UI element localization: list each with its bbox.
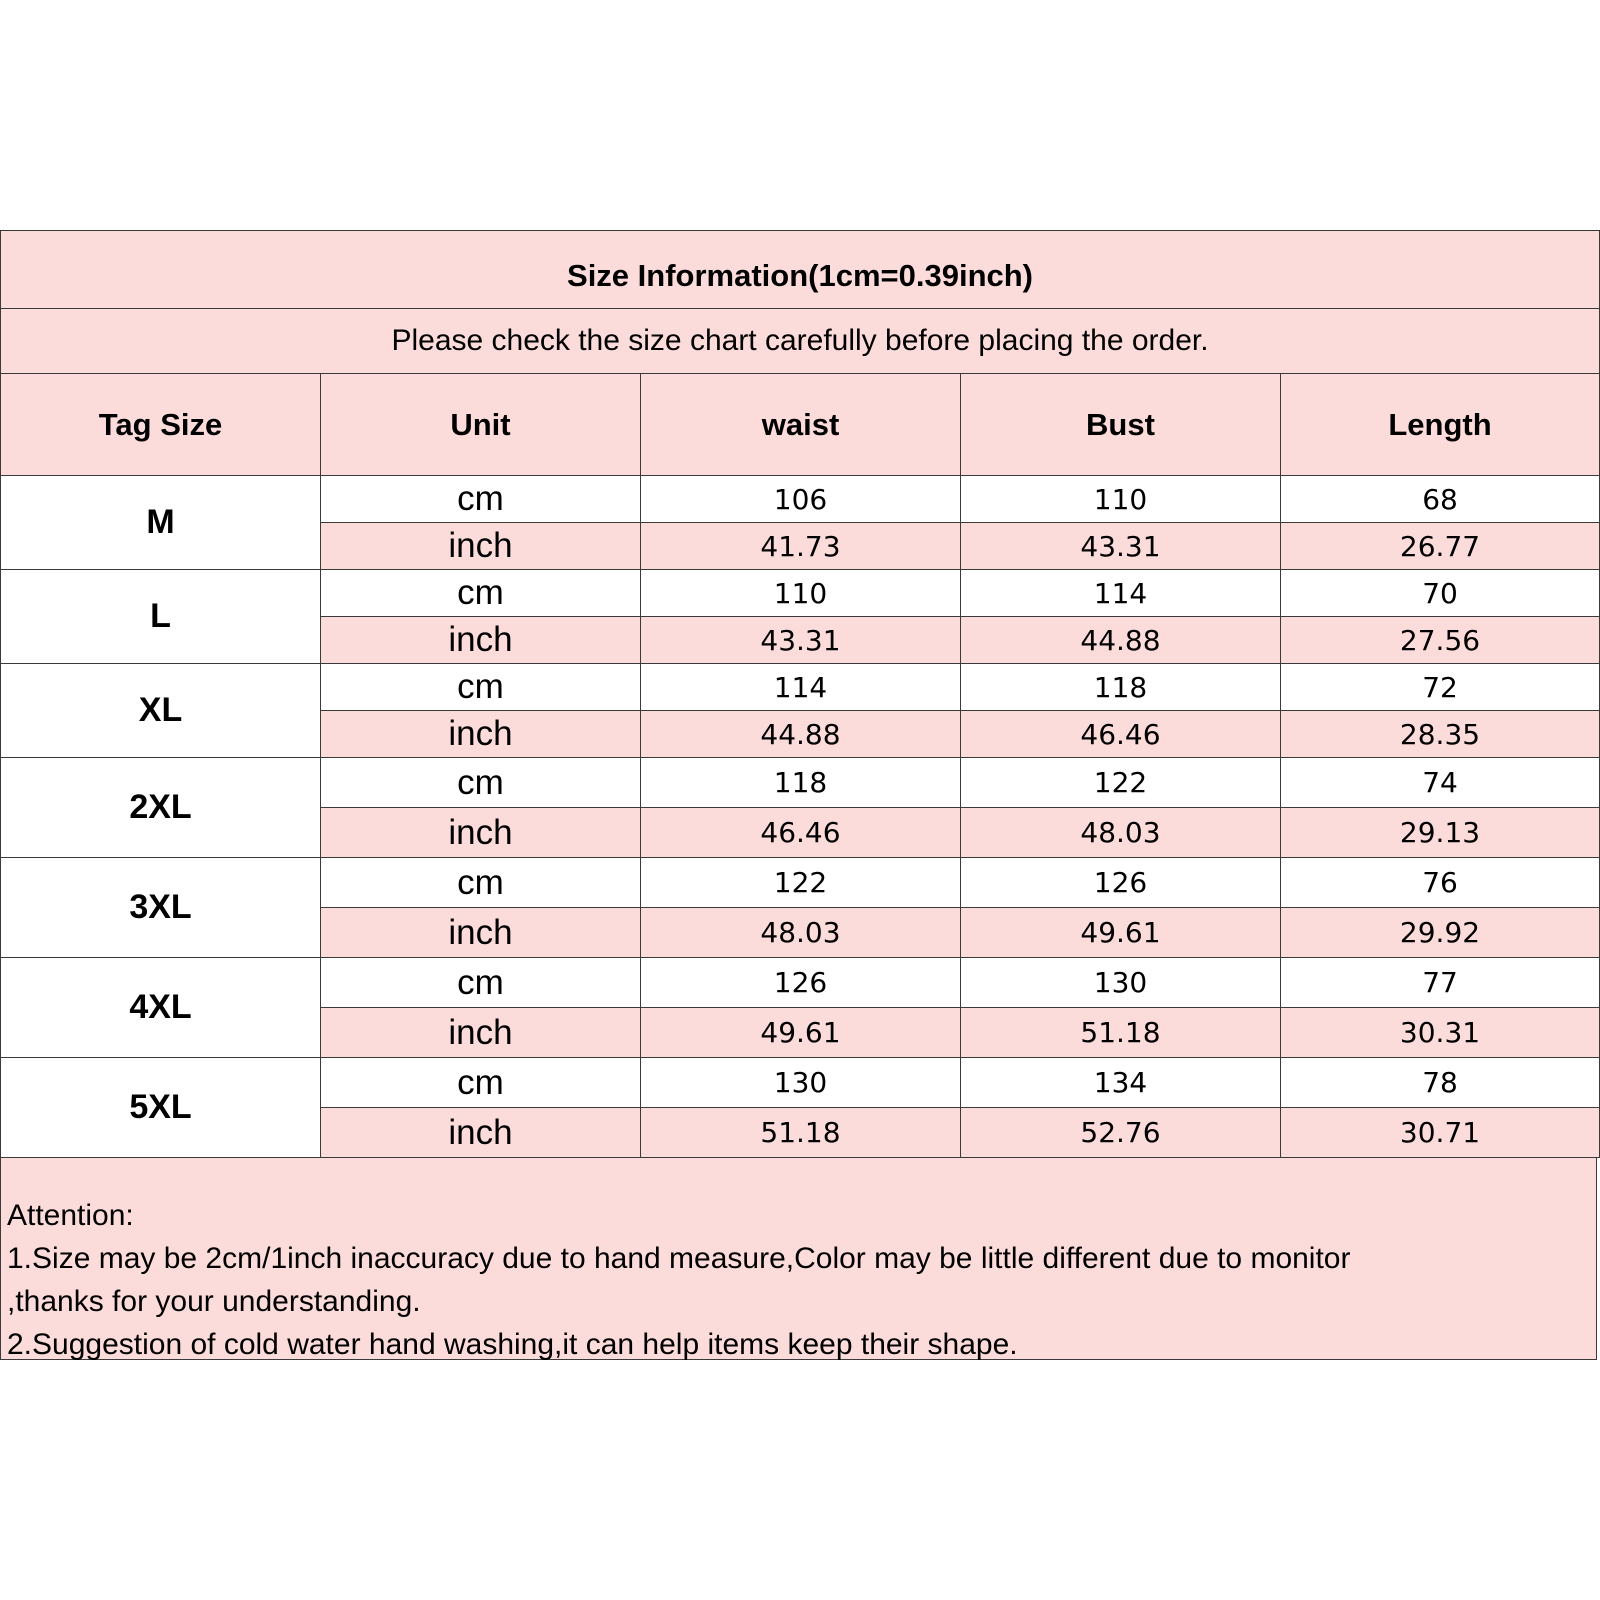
note-line: 2.Suggestion of cold water hand washing,it can help items keep their shape.: [7, 1328, 1018, 1361]
bust-cell: 122: [961, 758, 1281, 808]
tag-size-cell: M: [1, 476, 321, 570]
header-row: [1, 374, 1600, 476]
tag-size-cell: 4XL: [1, 958, 321, 1058]
unit-cell: inch: [321, 808, 641, 858]
waist-cell: 130: [641, 1058, 961, 1108]
length-cell: 77: [1281, 958, 1600, 1008]
size-table: [0, 230, 1600, 1158]
length-cell: 29.92: [1281, 908, 1600, 958]
table-row: [1, 858, 1600, 908]
header-length: Length: [1281, 374, 1600, 476]
unit-cell: cm: [321, 664, 641, 711]
bust-cell: 51.18: [961, 1008, 1281, 1058]
header-waist: waist: [641, 374, 961, 476]
waist-cell: 44.88: [641, 711, 961, 758]
table-row: [1, 758, 1600, 808]
length-cell: 28.35: [1281, 711, 1600, 758]
note-line: ,thanks for your understanding.: [7, 1285, 421, 1318]
table-row: [1, 570, 1600, 617]
unit-cell: cm: [321, 858, 641, 908]
tag-size-cell: XL: [1, 664, 321, 758]
length-cell: 76: [1281, 858, 1600, 908]
waist-cell: 110: [641, 570, 961, 617]
note-line: 1.Size may be 2cm/1inch inaccuracy due to hand measure,Color may be little different due to monitor: [7, 1242, 1351, 1275]
waist-cell: 46.46: [641, 808, 961, 858]
table-row: [1, 958, 1600, 1008]
length-cell: 30.71: [1281, 1108, 1600, 1158]
unit-cell: cm: [321, 1058, 641, 1108]
header-unit: Unit: [321, 374, 641, 476]
table-row: [1, 1058, 1600, 1108]
waist-cell: 122: [641, 858, 961, 908]
waist-cell: 126: [641, 958, 961, 1008]
unit-cell: inch: [321, 617, 641, 664]
bust-cell: 44.88: [961, 617, 1281, 664]
unit-cell: inch: [321, 1108, 641, 1158]
bust-cell: 134: [961, 1058, 1281, 1108]
unit-cell: cm: [321, 758, 641, 808]
waist-cell: 51.18: [641, 1108, 961, 1158]
length-cell: 26.77: [1281, 523, 1600, 570]
unit-cell: cm: [321, 958, 641, 1008]
bust-cell: 110: [961, 476, 1281, 523]
bust-cell: 48.03: [961, 808, 1281, 858]
bust-cell: 126: [961, 858, 1281, 908]
unit-cell: inch: [321, 908, 641, 958]
attention-notes: [0, 1158, 1597, 1360]
bust-cell: 49.61: [961, 908, 1281, 958]
waist-cell: 43.31: [641, 617, 961, 664]
tag-size-cell: L: [1, 570, 321, 664]
waist-cell: 41.73: [641, 523, 961, 570]
unit-cell: inch: [321, 711, 641, 758]
tag-size-cell: 3XL: [1, 858, 321, 958]
tag-size-cell: 5XL: [1, 1058, 321, 1158]
header-bust: Bust: [961, 374, 1281, 476]
header-tag-size: Tag Size: [1, 374, 321, 476]
length-cell: 74: [1281, 758, 1600, 808]
bust-cell: 52.76: [961, 1108, 1281, 1158]
waist-cell: 118: [641, 758, 961, 808]
waist-cell: 48.03: [641, 908, 961, 958]
bust-cell: 43.31: [961, 523, 1281, 570]
length-cell: 68: [1281, 476, 1600, 523]
length-cell: 29.13: [1281, 808, 1600, 858]
unit-cell: cm: [321, 476, 641, 523]
tag-size-cell: 2XL: [1, 758, 321, 858]
table-title: Size Information(1cm=0.39inch): [1, 231, 1600, 309]
table-row: [1, 664, 1600, 711]
waist-cell: 49.61: [641, 1008, 961, 1058]
bust-cell: 130: [961, 958, 1281, 1008]
length-cell: 72: [1281, 664, 1600, 711]
waist-cell: 106: [641, 476, 961, 523]
length-cell: 78: [1281, 1058, 1600, 1108]
length-cell: 30.31: [1281, 1008, 1600, 1058]
unit-cell: inch: [321, 1008, 641, 1058]
length-cell: 27.56: [1281, 617, 1600, 664]
bust-cell: 46.46: [961, 711, 1281, 758]
length-cell: 70: [1281, 570, 1600, 617]
size-chart: [0, 230, 1600, 1360]
bust-cell: 118: [961, 664, 1281, 711]
unit-cell: cm: [321, 570, 641, 617]
bust-cell: 114: [961, 570, 1281, 617]
attention-heading: Attention:: [7, 1199, 134, 1232]
waist-cell: 114: [641, 664, 961, 711]
table-row: [1, 476, 1600, 523]
unit-cell: inch: [321, 523, 641, 570]
table-subtitle: Please check the size chart carefully before placing the order.: [1, 309, 1600, 374]
